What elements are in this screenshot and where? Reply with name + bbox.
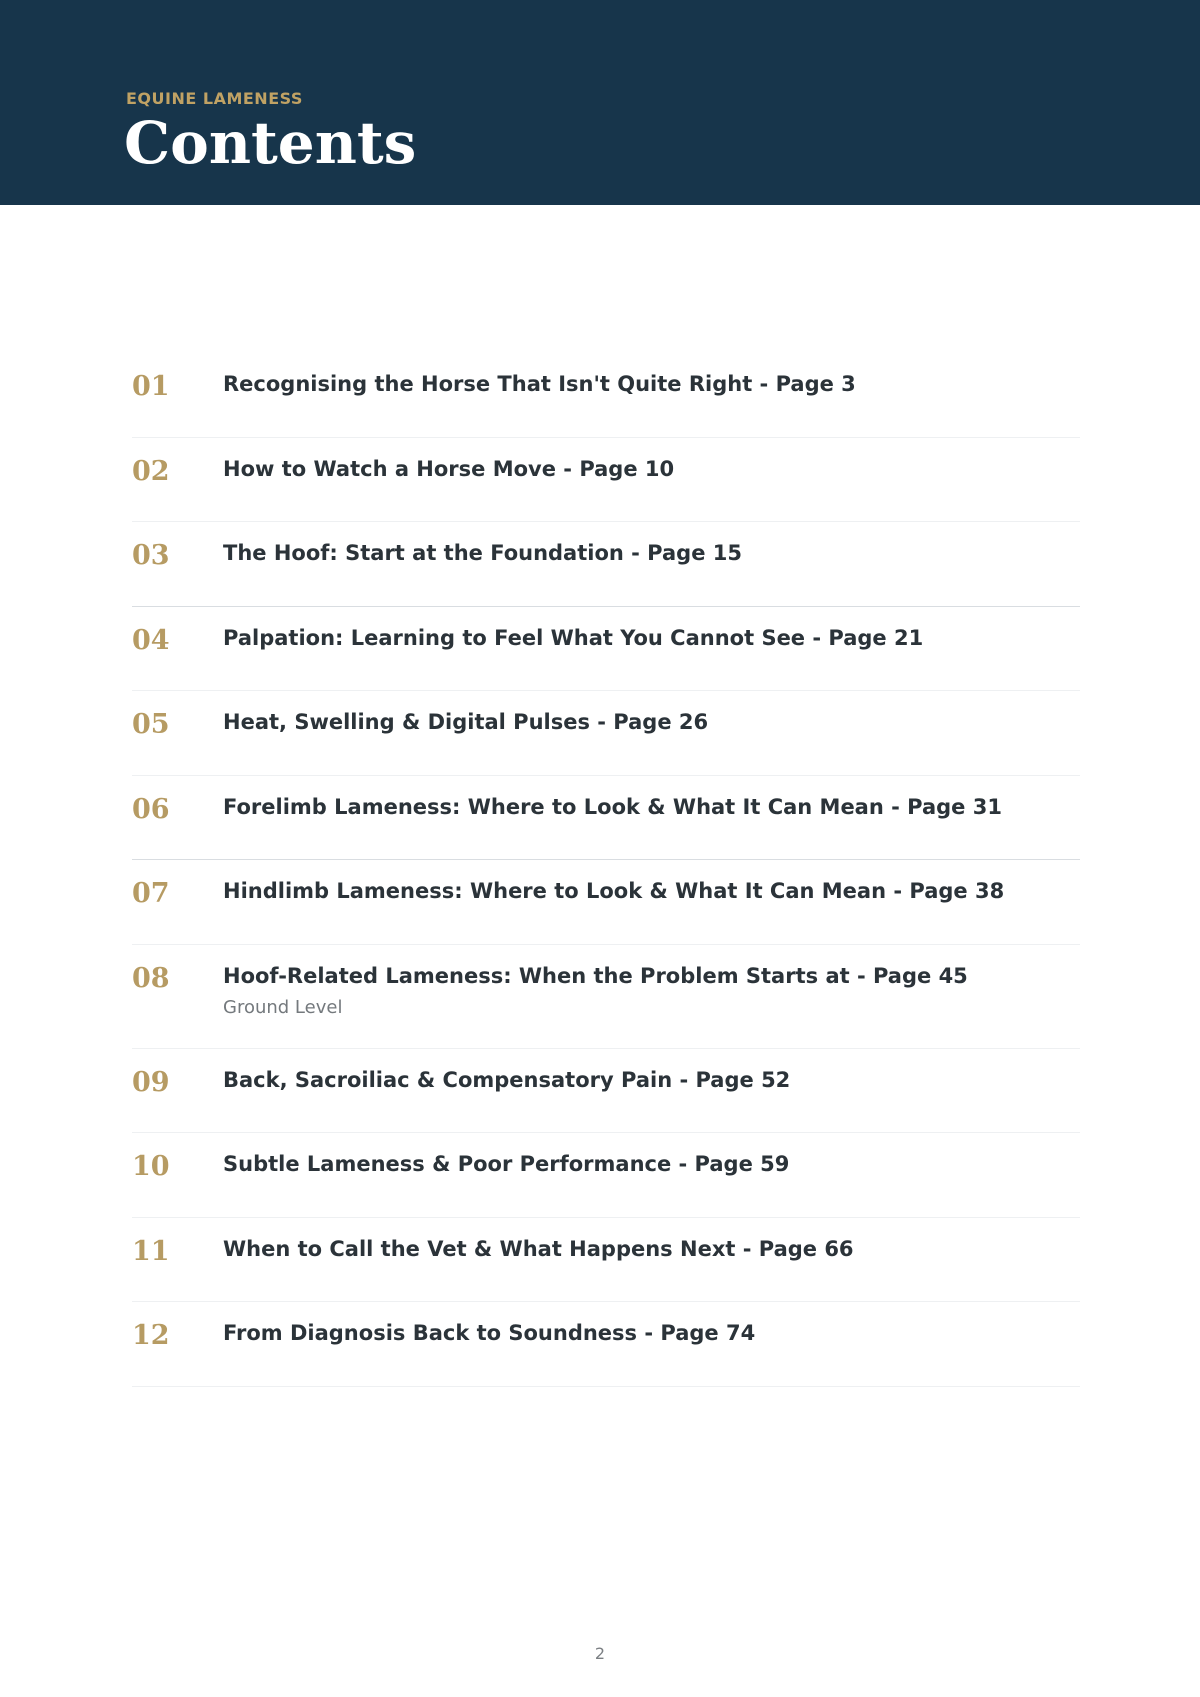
toc-entry-text xyxy=(223,1066,1080,1094)
chapter-number: 11 xyxy=(132,1235,170,1267)
chapter-number: 01 xyxy=(132,371,170,402)
toc-entry-04[interactable] xyxy=(132,607,1080,692)
toc-entry-text xyxy=(223,1319,1080,1347)
chapter-number: 04 xyxy=(132,624,170,656)
chapter-title: Palpation: Learning to Feel What You Cannot See - Page 21 xyxy=(223,625,924,650)
toc-entry-text xyxy=(223,624,1080,652)
chapter-title: Back, Sacroiliac & Compensatory Pain - Page 52 xyxy=(223,1067,791,1092)
toc-entry-text xyxy=(223,1150,1080,1178)
toc-entry-08[interactable] xyxy=(132,945,1080,1049)
chapter-title: When to Call the Vet & What Happens Next - Page 66 xyxy=(223,1236,854,1261)
toc-entry-text xyxy=(223,708,1080,736)
toc-entry-text xyxy=(223,455,1080,483)
chapter-title: How to Watch a Horse Move - Page 10 xyxy=(223,456,675,481)
chapter-number: 06 xyxy=(132,793,170,825)
toc-entry-09[interactable] xyxy=(132,1049,1080,1134)
chapter-number: 03 xyxy=(132,540,170,571)
book-eyebrow: EQUINE LAMENESS xyxy=(126,89,303,108)
chapter-number: 05 xyxy=(132,709,170,740)
chapter-subtitle: Ground Level xyxy=(223,996,343,1018)
chapter-title: Forelimb Lameness: Where to Look & What It Can Mean - Page 31 xyxy=(223,794,1002,819)
chapter-number: 09 xyxy=(132,1066,170,1098)
chapter-title: Heat, Swelling & Digital Pulses - Page 26 xyxy=(223,710,709,734)
toc-entry-03[interactable] xyxy=(132,522,1080,607)
toc-entry-text xyxy=(223,793,1080,821)
toc-entry-12[interactable] xyxy=(132,1302,1080,1387)
toc-entry-02[interactable] xyxy=(132,438,1080,523)
toc-entry-text xyxy=(223,877,1080,905)
chapter-title: Hindlimb Lameness: Where to Look & What It Can Mean - Page 38 xyxy=(223,879,1005,903)
page-number: 2 xyxy=(594,1644,606,1663)
toc-entry-10[interactable] xyxy=(132,1133,1080,1218)
chapter-title: The Hoof: Start at the Foundation - Page 15 xyxy=(223,541,742,565)
chapter-title: Subtle Lameness & Poor Performance - Page 59 xyxy=(223,1152,790,1176)
header-banner xyxy=(0,0,1200,205)
toc-entry-11[interactable] xyxy=(132,1218,1080,1303)
chapter-number: 12 xyxy=(132,1320,170,1351)
toc-entry-text xyxy=(223,370,1080,398)
chapter-number: 08 xyxy=(132,962,170,994)
toc-entry-text xyxy=(223,962,1080,1019)
table-of-contents xyxy=(132,353,1080,1387)
chapter-title: From Diagnosis Back to Soundness - Page 74 xyxy=(223,1321,756,1345)
page-title: Contents xyxy=(124,109,417,177)
chapter-number: 10 xyxy=(132,1151,170,1182)
chapter-number: 02 xyxy=(132,455,170,487)
chapter-number: 07 xyxy=(132,878,170,909)
toc-entry-01[interactable] xyxy=(132,353,1080,438)
toc-entry-05[interactable] xyxy=(132,691,1080,776)
toc-entry-text xyxy=(223,539,1080,567)
chapter-title: Hoof-Related Lameness: When the Problem Starts at - Page 45 xyxy=(223,963,968,988)
toc-entry-text xyxy=(223,1235,1080,1263)
toc-entry-07[interactable] xyxy=(132,860,1080,945)
toc-entry-06[interactable] xyxy=(132,776,1080,861)
chapter-title: Recognising the Horse That Isn't Quite Right - Page 3 xyxy=(223,372,856,396)
